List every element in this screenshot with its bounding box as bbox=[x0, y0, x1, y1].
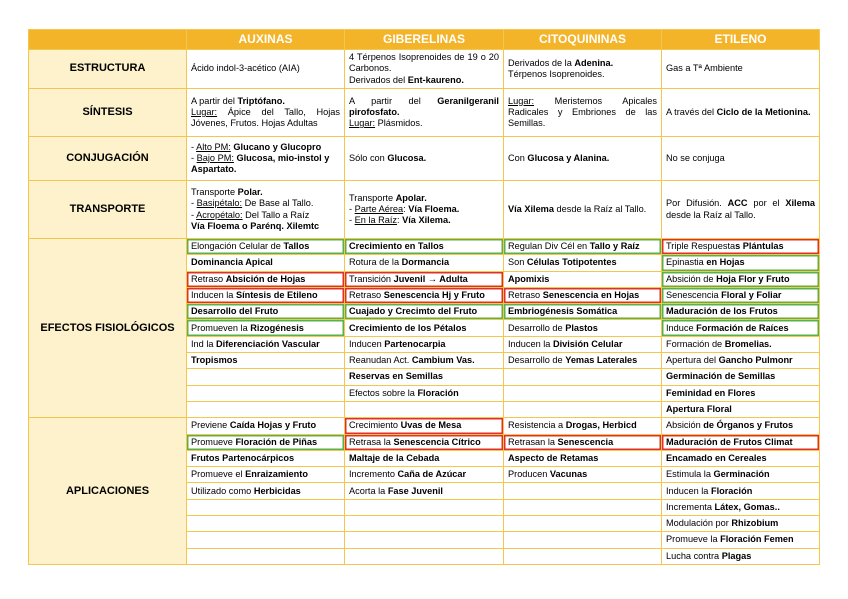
efectos-cell bbox=[504, 385, 662, 401]
aplicaciones-cell: Encamado en Cereales bbox=[662, 450, 820, 466]
aplicaciones-cell: Maduración de Frutos Climat bbox=[662, 434, 820, 450]
efectos-cell bbox=[187, 401, 345, 417]
efectos-cell: Dominancia Apical bbox=[187, 255, 345, 271]
estructura-etileno: Gas a Tª Ambiente bbox=[662, 50, 820, 89]
efectos-cell bbox=[187, 385, 345, 401]
hormones-table bbox=[28, 29, 820, 565]
category-aplicaciones: APLICACIONES bbox=[29, 418, 187, 565]
efectos-cell: Ind la Diferenciación Vascular bbox=[187, 336, 345, 352]
aplicaciones-cell: Absición de Órganos y Frutos bbox=[662, 418, 820, 434]
aplicaciones-row bbox=[29, 418, 820, 434]
efectos-cell: Inducen la División Celular bbox=[504, 336, 662, 352]
aplicaciones-cell bbox=[345, 548, 504, 564]
header-giberelinas: GIBERELINAS bbox=[345, 30, 504, 50]
aplicaciones-cell: Retrasan la Senescencia bbox=[504, 434, 662, 450]
efectos-cell: Apertura Floral bbox=[662, 401, 820, 417]
row-estructura bbox=[29, 50, 820, 89]
transporte-etileno: Por Difusión. ACC por el Xilema desde la Raíz al Tallo. bbox=[662, 181, 820, 239]
aplicaciones-cell: Inducen la Floración bbox=[662, 483, 820, 499]
aplicaciones-cell: Frutos Partenocárpicos bbox=[187, 450, 345, 466]
header-corner bbox=[29, 30, 187, 50]
sintesis-auxinas: A partir del Triptófano. Lugar: Ápice del Tallo, Hojas Jóvenes, Frutos. Hojas Adultas bbox=[187, 89, 345, 137]
header-auxinas: AUXINAS bbox=[187, 30, 345, 50]
efectos-cell: Promueven la Rizogénesis bbox=[187, 320, 345, 336]
aplicaciones-cell: Incrementa Látex, Gomas.. bbox=[662, 499, 820, 515]
efectos-cell: Maduración de los Frutos bbox=[662, 304, 820, 320]
row-sintesis bbox=[29, 89, 820, 137]
aplicaciones-cell: Previene Caída Hojas y Fruto bbox=[187, 418, 345, 434]
transporte-auxinas: Transporte Polar. - Basipétalo: De Base al Tallo. - Acropétalo: Del Tallo a Raíz Vía Floema o Parénq. Xilemtc bbox=[187, 181, 345, 239]
aplicaciones-cell bbox=[504, 499, 662, 515]
aplicaciones-cell bbox=[345, 499, 504, 515]
efectos-cell: Inducen la Síntesis de Etileno bbox=[187, 287, 345, 303]
efectos-cell: Induce Formación de Raíces bbox=[662, 320, 820, 336]
efectos-cell: Cuajado y Crecimto del Fruto bbox=[345, 304, 504, 320]
efectos-cell bbox=[504, 401, 662, 417]
efectos-cell: Rotura de la Dormancia bbox=[345, 255, 504, 271]
efectos-cell bbox=[504, 369, 662, 385]
aplicaciones-cell: Maltaje de la Cebada bbox=[345, 450, 504, 466]
efectos-cell: Retraso Senescencia Hj y Fruto bbox=[345, 287, 504, 303]
aplicaciones-cell: Incremento Caña de Azúcar bbox=[345, 467, 504, 483]
conjugacion-auxinas: - Alto PM: Glucano y Glucopro - Bajo PM: Glucosa, mio-instol y Aspartato. bbox=[187, 137, 345, 181]
aplicaciones-cell bbox=[345, 516, 504, 532]
aplicaciones-cell: Promueve Floración de Piñas bbox=[187, 434, 345, 450]
category-estructura: ESTRUCTURA bbox=[29, 50, 187, 89]
aplicaciones-cell: Retrasa la Senescencia Cítrico bbox=[345, 434, 504, 450]
aplicaciones-cell bbox=[504, 483, 662, 499]
efectos-cell: Tropismos bbox=[187, 353, 345, 369]
aplicaciones-cell bbox=[187, 532, 345, 548]
efectos-cell: Feminidad en Flores bbox=[662, 385, 820, 401]
transporte-giberelinas: Transporte Apolar. - Parte Aérea: Vía Floema. - En la Raíz: Vía Xilema. bbox=[345, 181, 504, 239]
aplicaciones-cell: Estimula la Germinación bbox=[662, 467, 820, 483]
row-conjugacion bbox=[29, 137, 820, 181]
efectos-cell: Retraso Absición de Hojas bbox=[187, 271, 345, 287]
conjugacion-etileno: No se conjuga bbox=[662, 137, 820, 181]
efectos-cell: Efectos sobre la Floración bbox=[345, 385, 504, 401]
aplicaciones-cell bbox=[504, 548, 662, 564]
efectos-cell: Elongación Celular de Tallos bbox=[187, 239, 345, 255]
aplicaciones-cell: Utilizado como Herbicidas bbox=[187, 483, 345, 499]
estructura-citoquininas: Derivados de la Adenina. Térpenos Isoprenoides. bbox=[504, 50, 662, 89]
efectos-cell: Desarrollo de Plastos bbox=[504, 320, 662, 336]
estructura-giberelinas: 4 Térpenos Isoprenoides de 19 o 20 Carbonos. Derivados del Ent-kaureno. bbox=[345, 50, 504, 89]
estructura-auxinas: Ácido indol-3-acético (AIA) bbox=[187, 50, 345, 89]
efectos-cell: Desarrollo de Yemas Laterales bbox=[504, 353, 662, 369]
sintesis-giberelinas: A partir del Geranilgeranil pirofosfato. Lugar: Plásmidos. bbox=[345, 89, 504, 137]
efectos-cell: Epinastia en Hojas bbox=[662, 255, 820, 271]
efectos-cell: Apomixis bbox=[504, 271, 662, 287]
category-sintesis: SÍNTESIS bbox=[29, 89, 187, 137]
efectos-cell: Transición Juvenil → Adulta bbox=[345, 271, 504, 287]
aplicaciones-cell: Promueve el Enraizamiento bbox=[187, 467, 345, 483]
efectos-cell: Crecimiento en Tallos bbox=[345, 239, 504, 255]
efectos-cell: Regulan Div Cél en Tallo y Raíz bbox=[504, 239, 662, 255]
efectos-cell: Triple Respuestas Plántulas bbox=[662, 239, 820, 255]
efectos-cell: Germinación de Semillas bbox=[662, 369, 820, 385]
efectos-cell bbox=[345, 401, 504, 417]
efectos-cell: Retraso Senescencia en Hojas bbox=[504, 287, 662, 303]
aplicaciones-cell bbox=[504, 516, 662, 532]
hormones-table-sheet bbox=[28, 29, 819, 573]
transporte-citoquininas: Vía Xilema desde la Raíz al Tallo. bbox=[504, 181, 662, 239]
efectos-cell: Desarrollo del Fruto bbox=[187, 304, 345, 320]
aplicaciones-cell bbox=[187, 499, 345, 515]
aplicaciones-cell: Producen Vacunas bbox=[504, 467, 662, 483]
aplicaciones-cell bbox=[345, 532, 504, 548]
aplicaciones-cell: Acorta la Fase Juvenil bbox=[345, 483, 504, 499]
aplicaciones-cell: Promueve la Floración Femen bbox=[662, 532, 820, 548]
category-transporte: TRANSPORTE bbox=[29, 181, 187, 239]
efectos-cell: Senescencia Floral y Foliar bbox=[662, 287, 820, 303]
efectos-cell: Formación de Bromelias. bbox=[662, 336, 820, 352]
efectos-cell: Absición de Hoja Flor y Fruto bbox=[662, 271, 820, 287]
header-etileno: ETILENO bbox=[662, 30, 820, 50]
header-citoquininas: CITOQUININAS bbox=[504, 30, 662, 50]
aplicaciones-cell: Modulación por Rhizobium bbox=[662, 516, 820, 532]
aplicaciones-cell: Crecimiento Uvas de Mesa bbox=[345, 418, 504, 434]
aplicaciones-cell: Lucha contra Plagas bbox=[662, 548, 820, 564]
efectos-cell: Inducen Partenocarpia bbox=[345, 336, 504, 352]
sintesis-citoquininas: Lugar: Meristemos Apicales Radicales y Embriones de las Semillas. bbox=[504, 89, 662, 137]
efectos-cell: Crecimiento de los Pétalos bbox=[345, 320, 504, 336]
efectos-cell: Reservas en Semillas bbox=[345, 369, 504, 385]
efectos-cell: Apertura del Gancho Pulmonr bbox=[662, 353, 820, 369]
category-efectos: EFECTOS FISIOLÓGICOS bbox=[29, 239, 187, 418]
aplicaciones-cell bbox=[187, 548, 345, 564]
header-row bbox=[29, 30, 820, 50]
efectos-cell: Embriogénesis Somática bbox=[504, 304, 662, 320]
efectos-cell: Son Células Totipotentes bbox=[504, 255, 662, 271]
aplicaciones-cell: Aspecto de Retamas bbox=[504, 450, 662, 466]
aplicaciones-cell bbox=[504, 532, 662, 548]
sintesis-etileno: A través del Ciclo de la Metionina. bbox=[662, 89, 820, 137]
efectos-row bbox=[29, 239, 820, 255]
conjugacion-giberelinas: Sólo con Glucosa. bbox=[345, 137, 504, 181]
efectos-cell: Reanudan Act. Cambium Vas. bbox=[345, 353, 504, 369]
category-conjugacion: CONJUGACIÓN bbox=[29, 137, 187, 181]
aplicaciones-cell: Resistencia a Drogas, Herbicd bbox=[504, 418, 662, 434]
aplicaciones-cell bbox=[187, 516, 345, 532]
conjugacion-citoquininas: Con Glucosa y Alanina. bbox=[504, 137, 662, 181]
efectos-cell bbox=[187, 369, 345, 385]
row-transporte bbox=[29, 181, 820, 239]
